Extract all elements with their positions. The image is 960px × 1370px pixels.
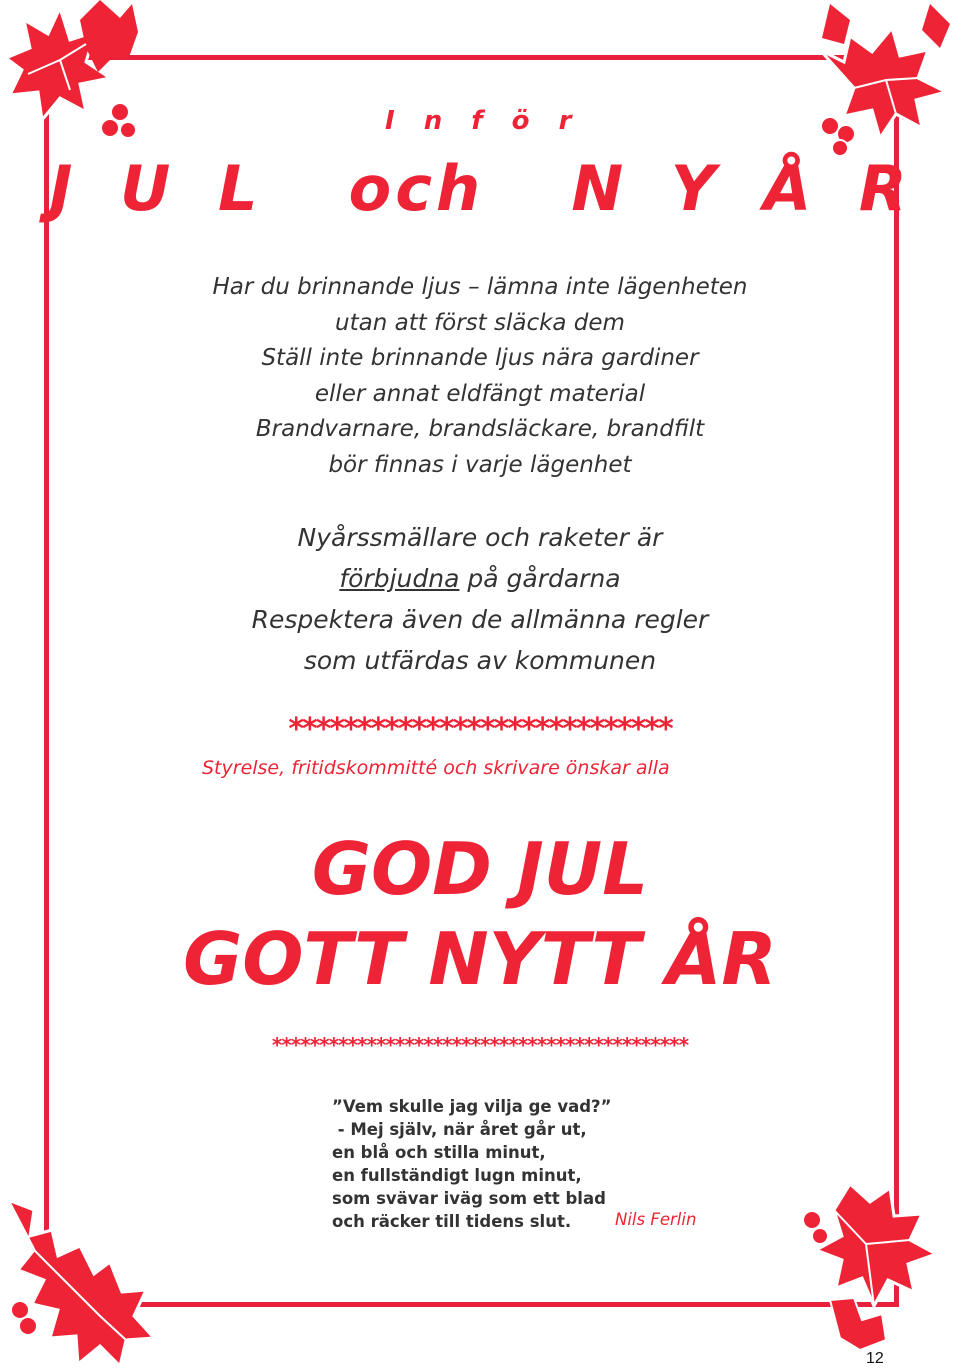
forbidden-word: förbjudna (339, 564, 460, 593)
poem-text: ”Vem skulle jag vilja ge vad?” - Mej själv, när året går ut, en blå och stilla minut, en fullständigt lugn minut, som svävar iväg som ett blad och räcker till tidens slut. (332, 1097, 612, 1231)
intro-heading: I n f ö r (385, 106, 582, 136)
greeting-from: Styrelse, fritidskommitté och skrivare önskar alla (202, 757, 670, 779)
safety-line: Ställ inte brinnande ljus nära gardiner (261, 345, 699, 371)
safety-line: eller annat eldfängt material (314, 380, 646, 407)
fireworks-paragraph (0, 517, 960, 681)
greeting-god-jul: GOD JUL (311, 827, 649, 911)
poem-author: Nils Ferlin (615, 1210, 697, 1229)
greeting-gott-nytt-ar: GOTT NYTT ÅR (183, 917, 777, 1001)
star-divider: ******************************************** (271, 1033, 689, 1057)
holly-bottom-left-icon (0, 1190, 160, 1370)
safety-line: utan att först släcka dem (335, 309, 625, 336)
greeting-block (0, 824, 960, 1004)
holly-bottom-right-icon (790, 1180, 960, 1370)
star-divider: **************************** (288, 712, 672, 747)
safety-line: Har du brinnande ljus – lämna inte lägenheten (212, 274, 748, 300)
fireworks-line (0, 558, 960, 599)
safety-line: Brandvarnare, brandsläckare, brandfilt (255, 416, 705, 442)
page-title: J U L och N Y Å R (49, 152, 911, 225)
fireworks-line: Respektera även de allmänna regler (251, 605, 709, 634)
holly-top-left-icon (0, 0, 150, 155)
page-number: 12 (866, 1350, 884, 1367)
safety-line: bör finnas i varje lägenhet (328, 451, 632, 478)
holly-top-right-icon (800, 0, 960, 160)
fireworks-line: som utfärdas av kommunen (303, 646, 657, 675)
safety-paragraph (0, 270, 960, 483)
fireworks-line: Nyårssmällare och raketer är (297, 523, 663, 552)
fireworks-line-rest: på gårdarna (459, 564, 621, 593)
